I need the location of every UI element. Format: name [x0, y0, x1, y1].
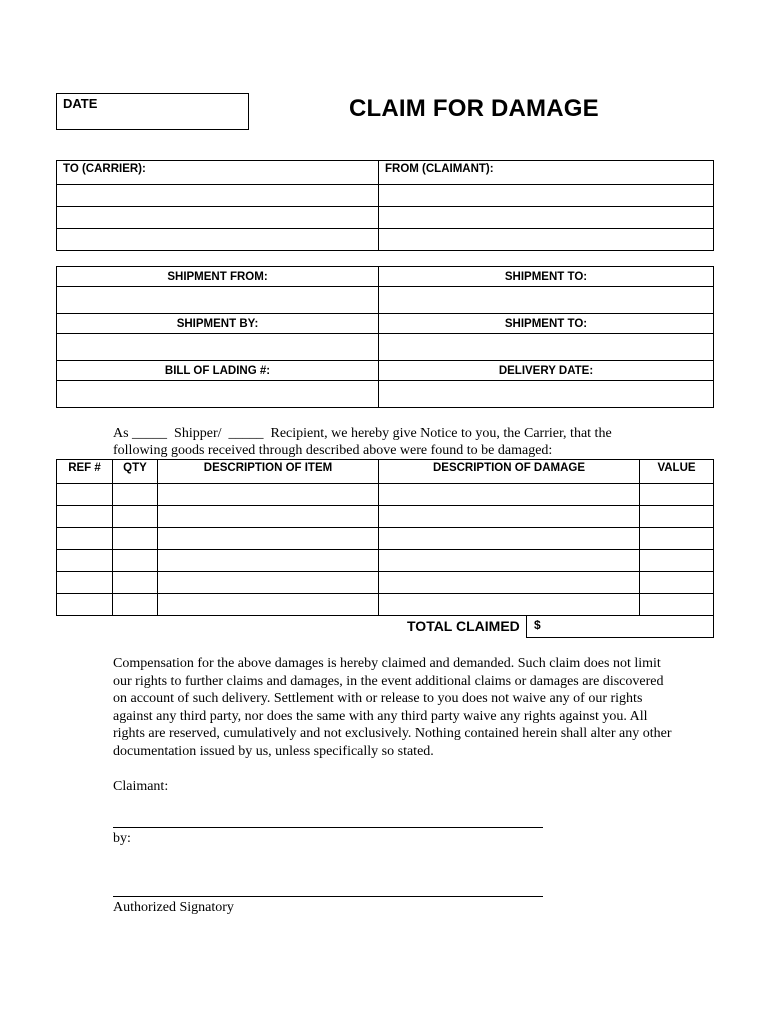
table-row [57, 594, 714, 616]
table-row [57, 506, 714, 528]
qty-cell[interactable] [113, 594, 158, 616]
ref-cell[interactable] [57, 572, 113, 594]
ref-cell[interactable] [57, 484, 113, 506]
damage-description-cell[interactable] [379, 594, 640, 616]
damage-description-column-header: DESCRIPTION OF DAMAGE [379, 460, 640, 484]
terms-paragraph: Compensation for the above damages is hereby claimed and demanded. Such claim does not limit our rights to further claims and damages, in the event additional claims or damages are discovered on account of such delivery. Settlement with or release to you does not waive any of our rights against any third party, nor does the same with any third party waive any rights against you. All rights are reserved, cumulatively and not exclusively. Nothing contained herein shall alter any other documentation issued by us, unless specifically so stated. [113, 656, 672, 759]
ref-cell[interactable] [57, 528, 113, 550]
date-field[interactable] [56, 93, 249, 130]
damage-description-cell[interactable] [379, 572, 640, 594]
value-cell[interactable] [640, 506, 714, 528]
notice-line-2: following goods received through described above were found to be damaged: [113, 443, 553, 458]
claimant-field[interactable] [379, 185, 714, 207]
bill-of-lading-field[interactable] [57, 381, 379, 408]
authorized-signatory-label: Authorized Signatory [113, 900, 234, 915]
delivery-date-label: DELIVERY DATE: [379, 361, 714, 381]
claimant-field[interactable] [379, 229, 714, 251]
damage-description-cell[interactable] [379, 528, 640, 550]
item-description-cell[interactable] [158, 506, 379, 528]
damage-description-cell[interactable] [379, 550, 640, 572]
value-cell[interactable] [640, 572, 714, 594]
carrier-field[interactable] [57, 185, 379, 207]
damage-description-cell[interactable] [379, 484, 640, 506]
delivery-date-field[interactable] [379, 381, 714, 408]
table-row [57, 528, 714, 550]
shipment-to-label-2: SHIPMENT TO: [379, 314, 714, 334]
to-carrier-label: TO (CARRIER): [57, 161, 379, 185]
value-cell[interactable] [640, 484, 714, 506]
shipment-from-label: SHIPMENT FROM: [57, 267, 379, 287]
table-row [57, 484, 714, 506]
total-claimed-label: TOTAL CLAIMED [407, 618, 520, 634]
item-description-cell[interactable] [158, 528, 379, 550]
total-claimed-field[interactable] [526, 615, 714, 638]
ref-column-header: REF # [57, 460, 113, 484]
shipment-from-field[interactable] [57, 287, 379, 314]
item-description-column-header: DESCRIPTION OF ITEM [158, 460, 379, 484]
ref-cell[interactable] [57, 506, 113, 528]
carrier-field[interactable] [57, 207, 379, 229]
value-cell[interactable] [640, 528, 714, 550]
parties-table [56, 160, 714, 251]
claimant-signature-line[interactable] [113, 827, 543, 828]
bill-of-lading-label: BILL OF LADING #: [57, 361, 379, 381]
ref-cell[interactable] [57, 594, 113, 616]
currency-symbol: $ [534, 618, 541, 632]
qty-cell[interactable] [113, 528, 158, 550]
value-cell[interactable] [640, 594, 714, 616]
table-row [57, 550, 714, 572]
shipment-to-field-2[interactable] [379, 334, 714, 361]
date-label: DATE [63, 96, 98, 111]
item-description-cell[interactable] [158, 572, 379, 594]
value-column-header: VALUE [640, 460, 714, 484]
shipment-table [56, 266, 714, 408]
ref-cell[interactable] [57, 550, 113, 572]
damage-description-cell[interactable] [379, 506, 640, 528]
qty-cell[interactable] [113, 550, 158, 572]
shipment-to-label: SHIPMENT TO: [379, 267, 714, 287]
item-description-cell[interactable] [158, 550, 379, 572]
claimant-field[interactable] [379, 207, 714, 229]
table-row [57, 572, 714, 594]
qty-cell[interactable] [113, 484, 158, 506]
by-label: by: [113, 831, 131, 846]
item-description-cell[interactable] [158, 484, 379, 506]
carrier-field[interactable] [57, 229, 379, 251]
value-cell[interactable] [640, 550, 714, 572]
qty-cell[interactable] [113, 506, 158, 528]
authorized-signature-line[interactable] [113, 896, 543, 897]
from-claimant-label: FROM (CLAIMANT): [379, 161, 714, 185]
claimant-label: Claimant: [113, 779, 169, 794]
page-title: CLAIM FOR DAMAGE [349, 95, 599, 122]
qty-column-header: QTY [113, 460, 158, 484]
item-description-cell[interactable] [158, 594, 379, 616]
notice-line-1: As _____ Shipper/ _____ Recipient, we hereby give Notice to you, the Carrier, that the [113, 426, 612, 441]
qty-cell[interactable] [113, 572, 158, 594]
shipment-by-field[interactable] [57, 334, 379, 361]
notice-text [113, 425, 673, 459]
items-table [56, 459, 714, 616]
shipment-to-field[interactable] [379, 287, 714, 314]
shipment-by-label: SHIPMENT BY: [57, 314, 379, 334]
